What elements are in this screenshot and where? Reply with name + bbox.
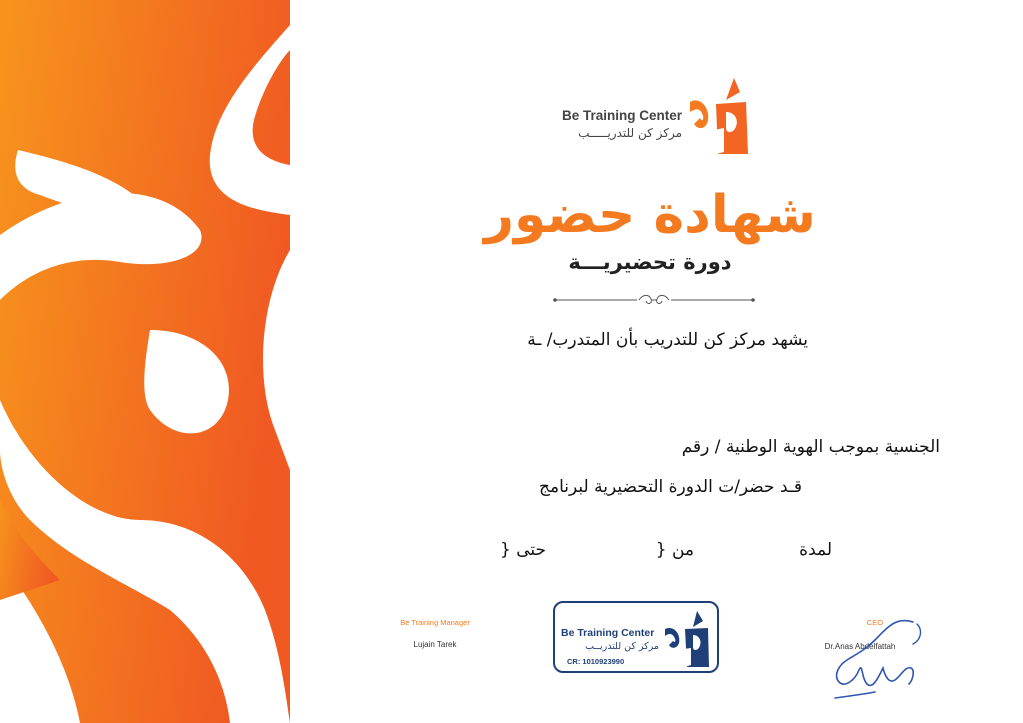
brand-mark-icon	[686, 78, 750, 154]
stamp-name-arabic: مركز كن للتدريــب	[585, 641, 659, 652]
from-date-label: من {	[655, 540, 694, 560]
certificate-subtitle: دورة تحضيريـــة	[568, 250, 732, 274]
official-stamp	[553, 601, 719, 673]
stamp-cr-number: CR: 1010923990	[567, 657, 625, 666]
ceo-name: Dr.Anas Abdelfattah	[824, 642, 896, 651]
ceo-signature	[825, 610, 935, 710]
brand-name-arabic: مركز كن للتدريـــــب	[578, 126, 682, 140]
stamp-name-english: Be Training Center	[561, 627, 655, 639]
witness-statement: يشهد مركز كن للتدريب بأن المتدرب/ ـة	[527, 330, 808, 350]
duration-label: لمدة	[799, 540, 832, 560]
nationality-id-line: الجنسية بموجب الهوية الوطنية / رقم	[681, 437, 940, 457]
until-date-label: حتى {	[499, 540, 546, 560]
manager-name: Lujain Tarek	[413, 640, 457, 649]
attended-program-line: قـد حضر/ت الدورة التحضيرية لبرنامج	[539, 477, 802, 497]
ceo-title: CEO	[866, 618, 884, 627]
decorative-side-band	[0, 0, 290, 723]
stamp-brand-mark-icon	[663, 611, 711, 667]
certificate-title: شهادة حضور	[484, 185, 816, 245]
manager-title: Be Training Manager	[400, 618, 470, 627]
brand-name-english: Be Training Center	[561, 108, 682, 123]
ornament-divider-icon	[553, 292, 755, 308]
